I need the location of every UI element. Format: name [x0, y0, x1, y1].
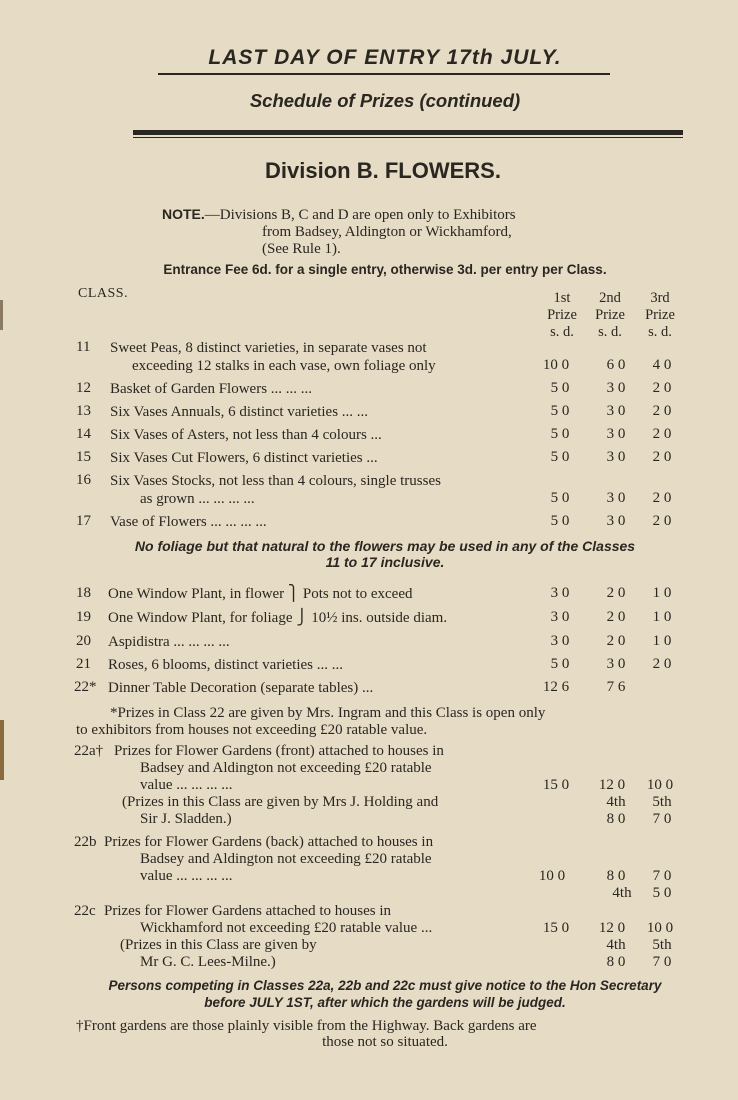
class-number: 17 [76, 513, 91, 529]
second-prize-value: 3 0 [606, 656, 626, 672]
first-prize-value: 15 0 [542, 777, 570, 793]
class-description: Sir J. Sladden.) [140, 811, 232, 827]
first-prize-value: 5 0 [550, 513, 570, 529]
class-description: Badsey and Aldington not exceeding £20 ratable [140, 760, 432, 776]
class-number: 20 [76, 633, 91, 649]
first-prize-header [541, 290, 583, 341]
third-prize-value: 2 0 [652, 403, 672, 419]
third-prize-header [639, 290, 681, 341]
class-description: value ... ... ... ... [140, 868, 233, 884]
first-prize-value: 3 0 [550, 585, 570, 601]
fifth-prize-label: 5th [652, 794, 672, 810]
second-prize-ordinal: 2nd [599, 290, 621, 306]
second-prize-value: 3 0 [606, 380, 626, 396]
divider-thick [133, 130, 683, 135]
class-number: 19 [76, 609, 91, 625]
schedule-subheading: Schedule of Prizes (continued) [249, 90, 521, 111]
class-description: (Prizes in this Class are given by Mrs J. Holding and [122, 794, 439, 810]
eligibility-note [162, 206, 662, 258]
class-description: Mr G. C. Lees-Milne.) [140, 954, 276, 970]
third-prize-value: 1 0 [652, 585, 672, 601]
class-description: Roses, 6 blooms, distinct varieties ... ... [108, 657, 343, 673]
first-prize-value: 3 0 [550, 609, 570, 625]
third-prize-value: 10 0 [646, 777, 674, 793]
entrance-fee: Entrance Fee 6d. for a single entry, otherwise 3d. per entry per Class. [163, 262, 607, 277]
class-description: value ... ... ... ... [140, 777, 233, 793]
second-prize-value: 2 0 [606, 609, 626, 625]
second-prize-header [589, 290, 631, 341]
first-prize-value: 5 0 [550, 490, 570, 506]
third-prize-value: 2 0 [652, 426, 672, 442]
fourth-prize-value: 5 0 [652, 885, 672, 901]
fourth-prize-value: 8 0 [606, 811, 626, 827]
footnote-line-2: those not so situated. [322, 1034, 448, 1050]
first-prize-value: 12 6 [542, 679, 570, 695]
second-prize-value: 3 0 [606, 426, 626, 442]
first-prize-word: Prize [547, 307, 577, 323]
class-number: 11 [76, 339, 91, 355]
fourth-prize-value: 8 0 [606, 954, 626, 970]
fifth-prize-label: 5th [652, 937, 672, 953]
class-description: Basket of Garden Flowers ... ... ... [110, 381, 313, 397]
class-number: 14 [76, 426, 91, 442]
second-prize-value: 12 0 [598, 920, 626, 936]
first-prize-value: 15 0 [542, 920, 570, 936]
second-prize-value: 7 6 [606, 679, 626, 695]
class-column-label: CLASS. [78, 286, 129, 301]
footnote-line-1: †Front gardens are those plainly visible from the Highway. Back gardens are [76, 1018, 537, 1034]
fourth-prize-label: 4th [606, 794, 626, 810]
third-prize-value: 1 0 [652, 633, 672, 649]
class-description: (Prizes in this Class are given by [120, 937, 317, 953]
third-prize-value: 10 0 [646, 920, 674, 936]
first-prize-units: s. d. [550, 324, 574, 340]
second-prize-value: 3 0 [606, 513, 626, 529]
page-edge-stain [0, 720, 4, 780]
second-prize-value: 3 0 [606, 403, 626, 419]
class-description: exceeding 12 stalks in each vase, own foliage only [132, 358, 436, 374]
foliage-note-line-1: No foliage but that natural to the flowers may be used in any of the Classes [134, 538, 636, 554]
class-number: 15 [76, 449, 91, 465]
second-prize-value: 3 0 [606, 490, 626, 506]
division-title: Division B. FLOWERS. [265, 158, 501, 183]
note-line-2: from Badsey, Aldington or Wickhamford, [262, 224, 512, 240]
class-number: 12 [76, 380, 91, 396]
class-description: One Window Plant, for foliage ⎭ 10½ ins. outside diam. [108, 610, 448, 626]
divider-thin [133, 137, 683, 138]
first-prize-value: 5 0 [550, 380, 570, 396]
second-prize-units: s. d. [598, 324, 622, 340]
third-prize-value: 7 0 [652, 868, 672, 884]
class-description: Six Vases Annuals, 6 distinct varieties ... ... [110, 404, 369, 420]
note-line-1: —Divisions B, C and D are open only to Exhibitors [204, 207, 516, 223]
foliage-note-line-2: 11 to 17 inclusive. [325, 554, 445, 570]
class-number: 22c [74, 903, 96, 919]
class-description: Six Vases of Asters, not less than 4 colours ... [110, 427, 382, 443]
second-prize-value: 6 0 [606, 357, 626, 373]
class-number: 22* [74, 679, 97, 695]
class-description: Six Vases Stocks, not less than 4 colours, single trusses [110, 473, 441, 489]
heading-underline [158, 73, 610, 75]
class-number: 16 [76, 472, 91, 488]
second-prize-value: 8 0 [606, 868, 626, 884]
class-description: Sweet Peas, 8 distinct varieties, in separate vases not [110, 340, 427, 356]
class-number: 22a† [74, 743, 104, 759]
first-prize-value: 3 0 [550, 633, 570, 649]
second-prize-value: 2 0 [606, 585, 626, 601]
third-prize-ordinal: 3rd [650, 290, 670, 306]
third-prize-value: 2 0 [652, 380, 672, 396]
first-prize-ordinal: 1st [553, 290, 571, 306]
third-prize-word: Prize [645, 307, 675, 323]
class-description: Vase of Flowers ... ... ... ... [110, 514, 267, 530]
class22-note-line-1: *Prizes in Class 22 are given by Mrs. Ingram and this Class is open only [110, 705, 546, 721]
class-description: Prizes for Flower Gardens attached to houses in [104, 903, 392, 919]
second-prize-word: Prize [595, 307, 625, 323]
third-prize-value: 2 0 [652, 449, 672, 465]
class-description: One Window Plant, in flower ⎫ Pots not to exceed [108, 586, 413, 602]
class-number: 21 [76, 656, 91, 672]
third-prize-value: 2 0 [652, 656, 672, 672]
class22-note-line-2: to exhibitors from houses not exceeding £20 ratable value. [76, 722, 428, 738]
third-prize-value: 2 0 [652, 513, 672, 529]
class-description: Wickhamford not exceeding £20 ratable value ... [140, 920, 433, 936]
first-prize-value: 5 0 [550, 449, 570, 465]
third-prize-value: 2 0 [652, 490, 672, 506]
class-description: Prizes for Flower Gardens (back) attached to houses in [104, 834, 434, 850]
first-prize-value: 5 0 [550, 403, 570, 419]
first-prize-value: 5 0 [550, 426, 570, 442]
class-description: Prizes for Flower Gardens (front) attached to houses in [114, 743, 444, 759]
last-day-heading: LAST DAY OF ENTRY 17th JULY. [208, 46, 562, 69]
class-number: 18 [76, 585, 91, 601]
fourth-prize-label: 4th [606, 937, 626, 953]
first-prize-value: 5 0 [550, 656, 570, 672]
first-prize-value: 10 0 [542, 357, 570, 373]
competing-note-line-2: before JULY 1ST, after which the gardens will be judged. [204, 995, 566, 1010]
page-edge-mark [0, 300, 3, 330]
first-prize-value: 10 0 [538, 868, 566, 884]
class-description: Dinner Table Decoration (separate tables) ... [108, 680, 374, 696]
competing-note-line-1: Persons competing in Classes 22a, 22b and 22c must give notice to the Hon Secretary [108, 978, 662, 993]
third-prize-units: s. d. [648, 324, 672, 340]
third-prize-value: 1 0 [652, 609, 672, 625]
class-number: 13 [76, 403, 91, 419]
note-line-3: (See Rule 1). [262, 241, 341, 257]
second-prize-value: 2 0 [606, 633, 626, 649]
class-description: Badsey and Aldington not exceeding £20 ratable [140, 851, 432, 867]
note-label: NOTE. [162, 206, 205, 222]
fourth-prize-label: 4th [612, 885, 632, 901]
fifth-prize-value: 7 0 [652, 811, 672, 827]
class-number: 22b [74, 834, 97, 850]
class-description: Aspidistra ... ... ... ... [108, 634, 230, 650]
class-description: Six Vases Cut Flowers, 6 distinct varieties ... [110, 450, 378, 466]
second-prize-value: 12 0 [598, 777, 626, 793]
third-prize-value: 4 0 [652, 357, 672, 373]
fifth-prize-value: 7 0 [652, 954, 672, 970]
class-description: as grown ... ... ... ... [140, 491, 255, 507]
second-prize-value: 3 0 [606, 449, 626, 465]
